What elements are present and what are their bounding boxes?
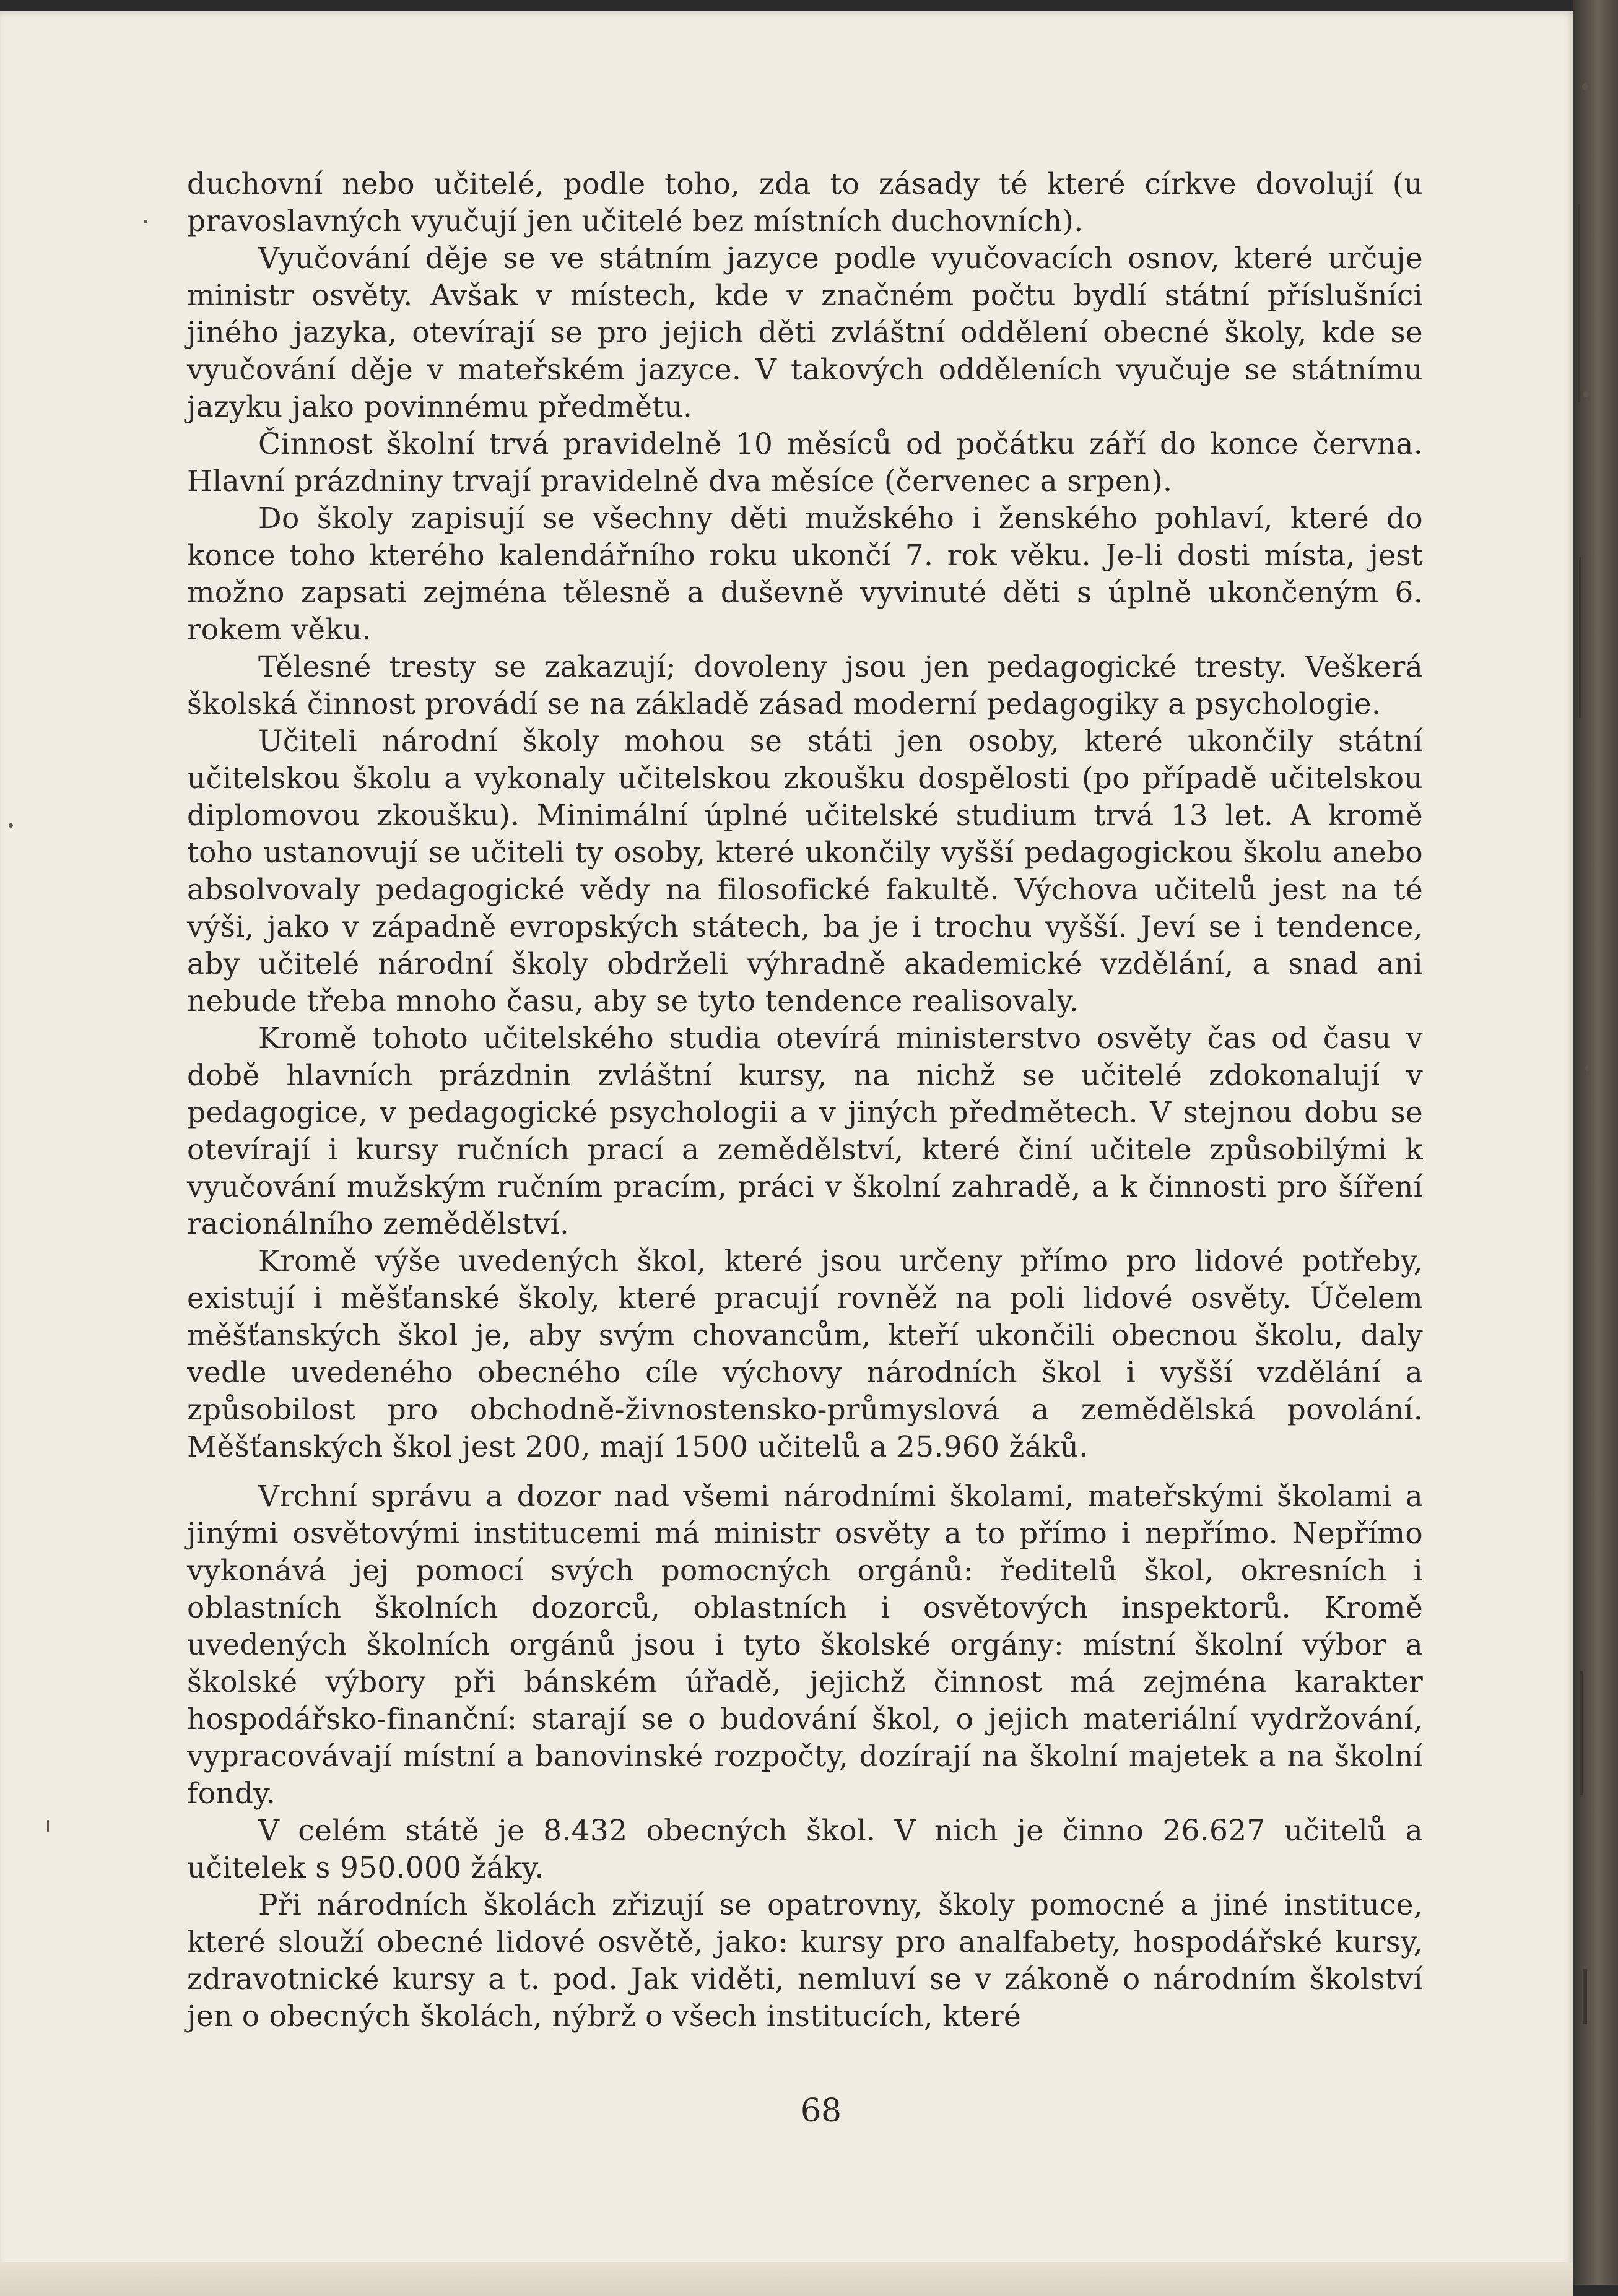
margin-rule xyxy=(1583,1969,1587,2024)
paragraph: Vyučování děje se ve státním jazyce podle vyučovacích osnov, které určuje ministr osvěty. Avšak v místech, kde v značném počtu bydlí státní příslušníci jiného jazyka, otevírají se pro jejich děti zvláštní oddělení obecné školy, kde se vyučování děje v mateřském jazyce. V takových odděleních vyučuje se státnímu jazyku jako povinnému předmětu. xyxy=(187,241,1423,424)
paragraph: Do školy zapisují se všechny děti mužského i ženského pohlaví, které do konce toho kterého kalendářního roku ukončí 7. rok věku. Je-li dosti místa, jest možno zapsati zejména tělesně a duševně vyvinuté děti s úplně ukončeným 6. rokem věku. xyxy=(187,501,1423,647)
paragraph: Kromě výše uvedených škol, které jsou určeny přímo pro lidové potřeby, existují i měšťanské školy, které pracují rovněž na poli lidové osvěty. Účelem měšťanských škol je, aby svým chovancům, kteří ukončili obecnou školu, daly vedle uvedeného obecného cíle výchovy národních škol i vyšší vzdělání a způsobilost pro obchodně-živnostensko-průmyslová a zemědělská povolání. Měšťanských škol jest 200, mají 1500 učitelů a 25.960 žáků. xyxy=(187,1244,1423,1464)
paragraph: V celém státě je 8.432 obecných škol. V nich je činno 26.627 učitelů a učitelek s 950.000 žáky. xyxy=(187,1814,1423,1885)
paragraph: Při národních školách zřizují se opatrovny, školy pomocné a jiné instituce, které slouží obecné lidové osvětě, jako: kursy pro analfabety, hospodářské kursy, zdravotnické kursy a t. pod. Jak viděti, nemluví se v zákoně o národním školství jen o obecných školách, nýbrž o všech institucích, které xyxy=(187,1888,1423,2034)
margin-dot xyxy=(1583,391,1590,397)
paragraph: Činnost školní trvá pravidelně 10 měsíců od počátku září do konce června. Hlavní prázdniny trvají pravidelně dva měsíce (červenec a srpen). xyxy=(187,427,1423,498)
body-text xyxy=(187,166,1423,2035)
paragraph: Učiteli národní školy mohou se státi jen osoby, které ukončily státní učitelskou školu a vykonaly učitelskou zkoušku dospělosti (po případě učitelskou diplomovou zkoušku). Minimální úplné učitelské studium trvá 13 let. A kromě toho ustanovují se učiteli ty osoby, které ukončily vyšší pedagogickou školu anebo absolvovaly pedagogické vědy na filosofické fakultě. Výchova učitelů jest na té výši, jako v západně evropských státech, ba je i trochu vyšší. Jeví se i tendence, aby učitelé národní školy obdrželi výhradně akademické vzdělání, a snad ani nebude třeba mnoho času, aby se tyto tendence realisovaly. xyxy=(187,724,1423,1018)
margin-dot xyxy=(1585,1065,1591,1071)
paragraph: Tělesné tresty se zakazují; dovoleny jsou jen pedagogické tresty. Veškerá školská činnost provádí se na základě zásad moderní pedagogiky a psychologie. xyxy=(187,650,1423,721)
page-number: 68 xyxy=(800,2092,842,2129)
margin-dot xyxy=(144,220,147,223)
margin-rule xyxy=(1578,204,1580,402)
margin-rule xyxy=(1580,1671,1583,1795)
page-bottom-edge xyxy=(0,2262,1573,2296)
paragraph: Vrchní správu a dozor nad všemi národními školami, mateřskými školami a jinými osvětovými institucemi má ministr osvěty a to přímo i nepřímo. Nepřímo vykonává jej pomocí svých pomocných orgánů: ředitelů škol, okresních i oblastních školních dozorců, oblastních i osvětových inspektorů. Kromě uvedených školních orgánů jsou i tyto školské orgány: místní školní výbor a školské výbory při bánském úřadě, jejichž činnost má zejména karakter hospodářsko-finanční: starají se o budování škol, o jejich materiální vydržování, vypracovávají místní a banovinské rozpočty, dozírají na školní majetek a na školní fondy. xyxy=(187,1479,1423,1811)
margin-dot xyxy=(1582,84,1588,90)
paragraph: duchovní nebo učitelé, podle toho, zda to zásady té které církve dovolují (u pravoslavných vyučují jen učitelé bez místních duchovních). xyxy=(187,167,1423,238)
margin-dot xyxy=(47,1820,49,1832)
margin-dot xyxy=(9,823,13,828)
paragraph: Kromě tohoto učitelského studia otevírá ministerstvo osvěty čas od času v době hlavních prázdnin zvláštní kursy, na nichž se učitelé zdokonalují v pedagogice, v pedagogické psychologii a v jiných předmětech. V stejnou dobu se otevírají i kursy ručních prací a zemědělství, které činí učitele způsobilými k vyučování mužským ručním pracím, práci v školní zahradě, a k činnosti pro šíření racionálního zemědělství. xyxy=(187,1021,1423,1241)
margin-rule xyxy=(1579,557,1581,718)
